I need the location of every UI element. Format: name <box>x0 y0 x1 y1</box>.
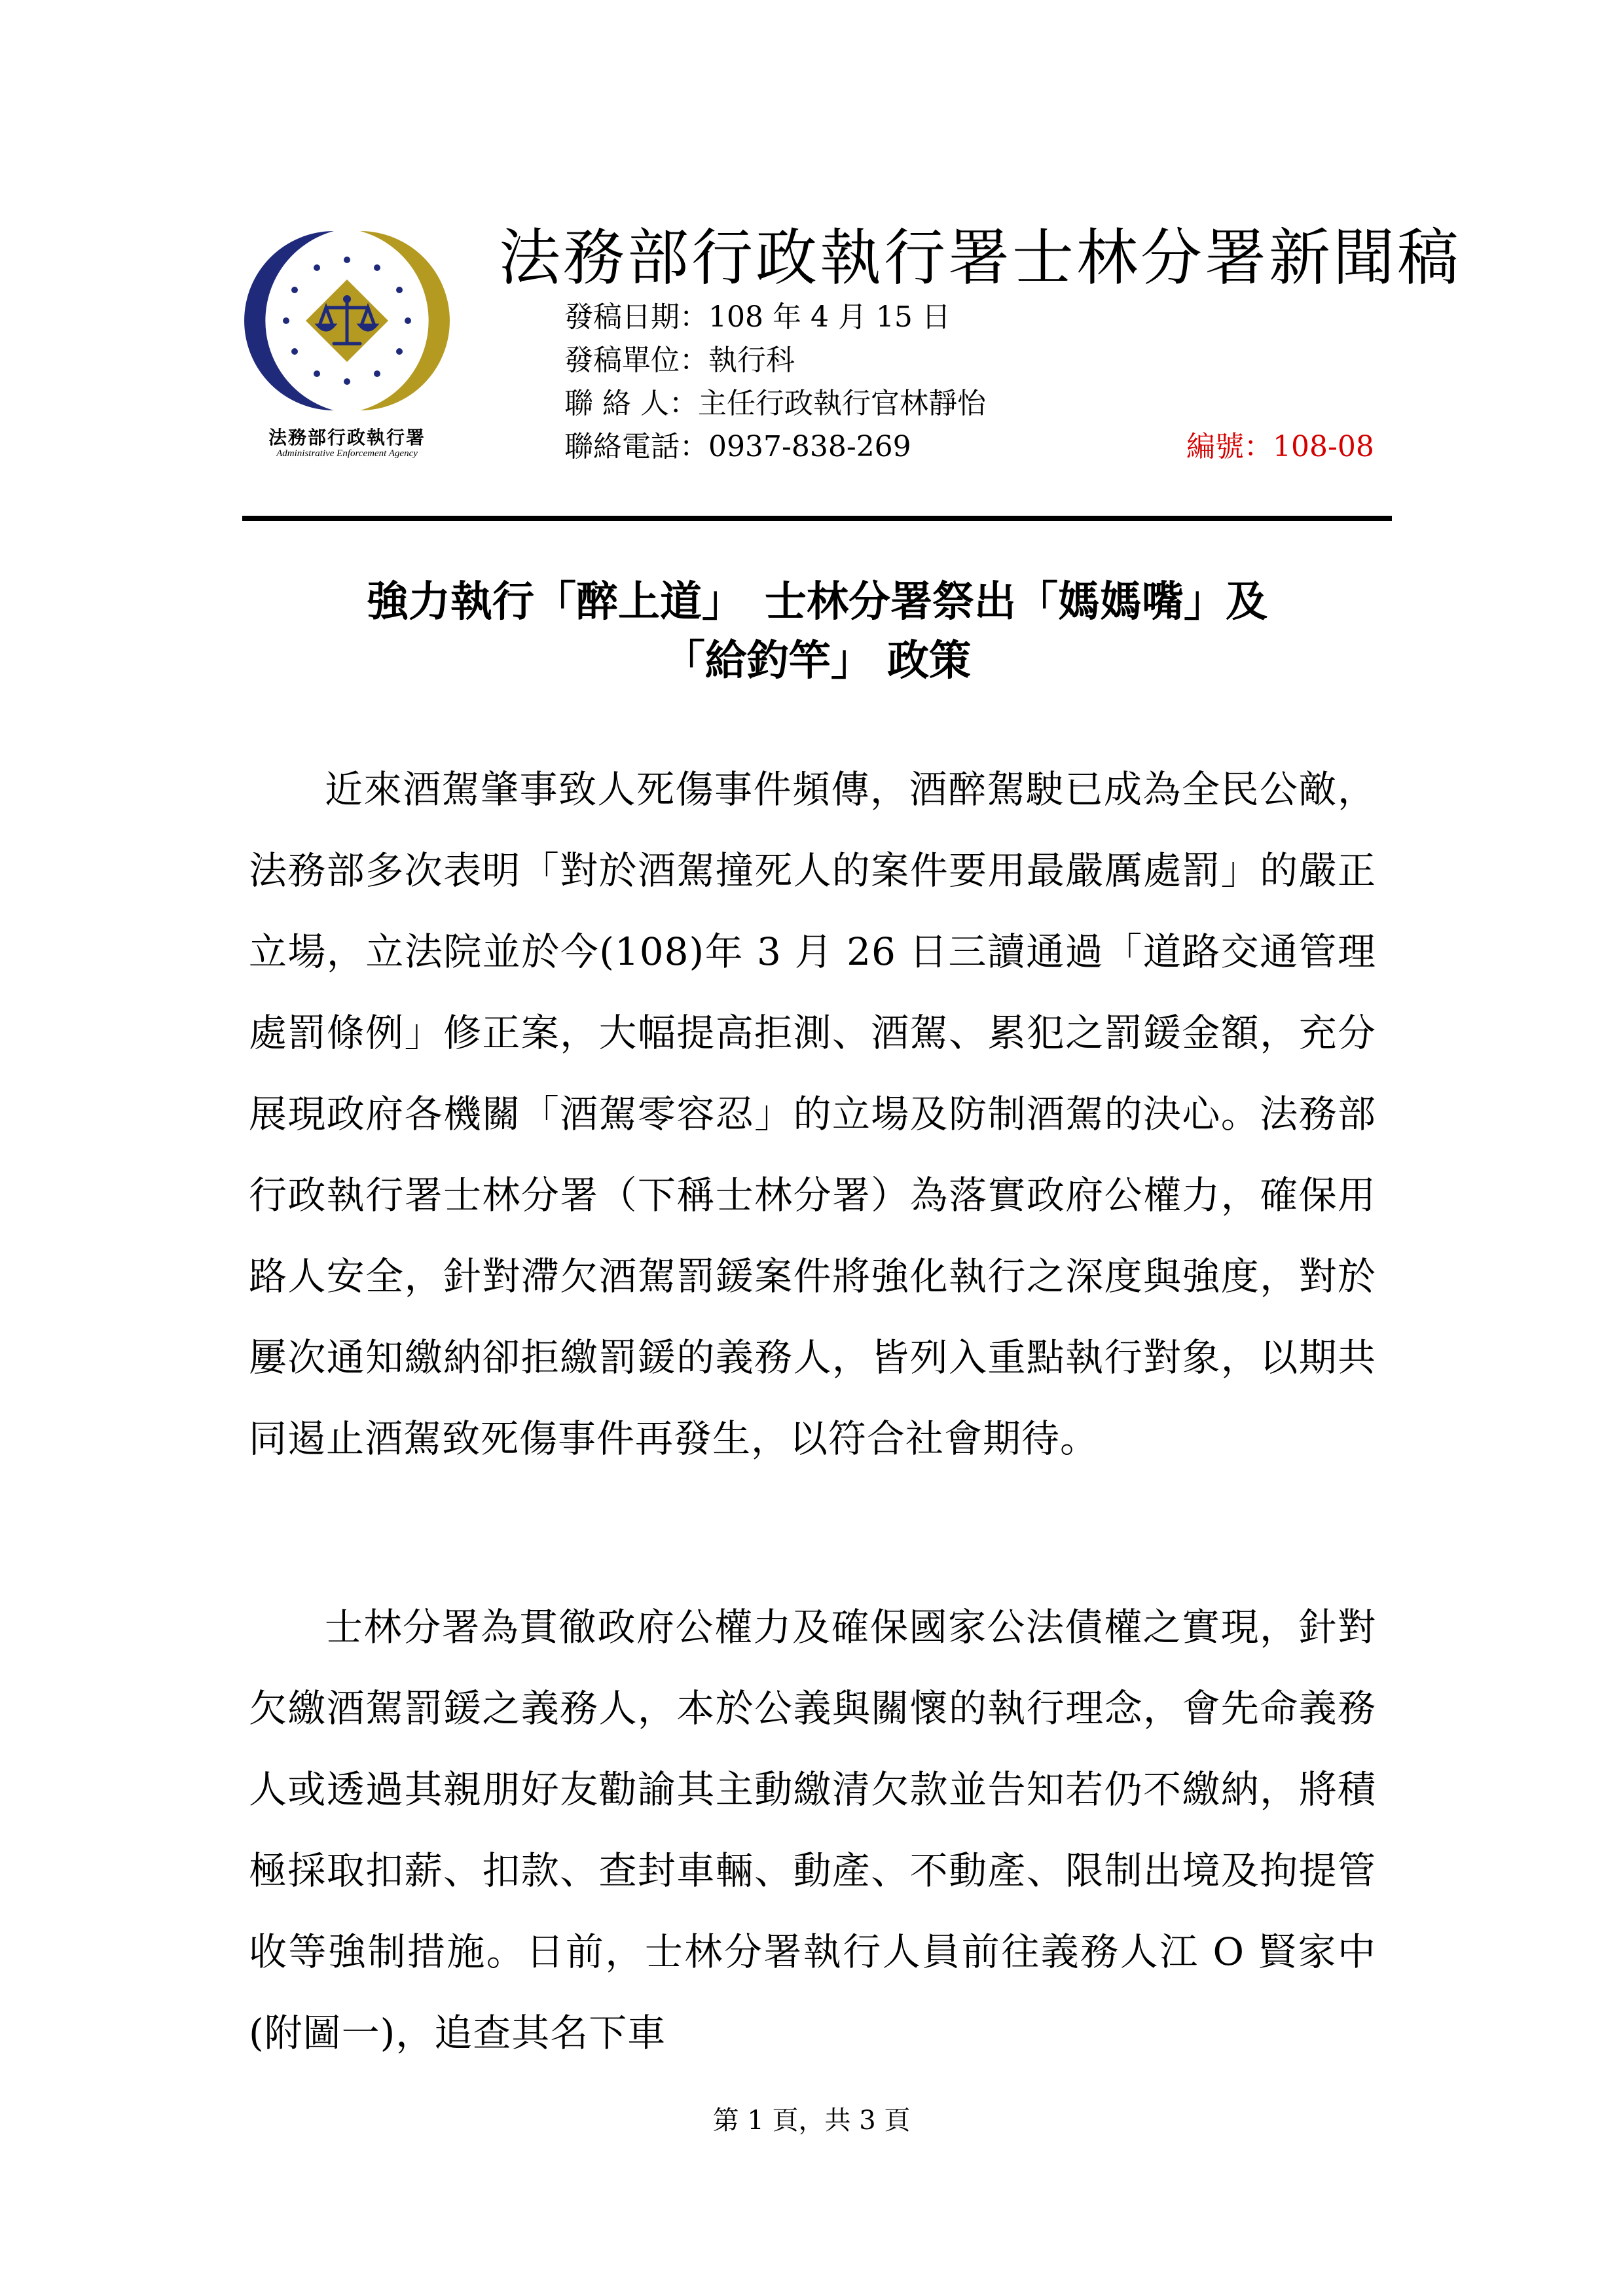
page-number: 第 1 頁，共 3 頁 <box>712 2106 911 2136</box>
body-paragraph-2: 士林分署為貫徹政府公權力及確保國家公法債權之實現，針對欠繳酒駕罰鍰之義務人，本於公義與關懷的執行理念，會先命義務人或透過其親朋好友勸諭其主動繳清欠款並告知若仍不繳納，將積極採取扣薪、扣款、查封車輛、動產、不動產、限制出境及拘提管收等強制措施。日前，士林分署執行人員前往義務人江 O 賢家中(附圖一)，追查其名下車 <box>249 1605 1376 2055</box>
press-release-title: 法務部行政執行署士林分署新聞稿 <box>499 223 1462 294</box>
contact-person: 聯 絡 人：主任行政執行官林靜怡 <box>564 387 986 420</box>
serial-number: 編號：108-08 <box>1186 430 1374 463</box>
agency-seal-icon <box>236 219 458 422</box>
contact-phone: 聯絡電話：0937-838-269 <box>564 430 911 463</box>
logo-caption-en: Administrative Enforcement Agency <box>276 448 418 459</box>
headline-line-2: 「給釣竿」 政策 <box>663 636 972 685</box>
release-date: 發稿日期：108 年 4 月 15 日 <box>564 300 951 334</box>
headline-line-1: 強力執行「醉上道」 士林分署祭出「媽媽嘴」及 <box>367 577 1267 626</box>
release-unit: 發稿單位：執行科 <box>564 344 795 377</box>
agency-logo <box>236 219 498 468</box>
logo-caption-cn: 法務部行政執行署 <box>268 427 426 448</box>
body-paragraph-1: 近來酒駕肇事致人死傷事件頻傳，酒醉駕駛已成為全民公敵，法務部多次表明「對於酒駕撞死人的案件要用最嚴厲處罰」的嚴正立場，立法院並於今(108)年 3 月 26 日三讀通過「道路交通管理處罰條例」修正案，大幅提高拒測、酒駕、累犯之罰鍰金額，充分展現政府各機關「酒駕零容忍」的立場及防制酒駕的決心。法務部行政執行署士林分署（下稱士林分署）為落實政府公權力，確保用路人安全，針對滯欠酒駕罰鍰案件將強化執行之深度與強度，對於屢次通知繳納卻拒繳罰鍰的義務人，皆列入重點執行對象，以期共同遏止酒駕致死傷事件再發生，以符合社會期待。 <box>249 767 1376 1461</box>
header-divider <box>242 516 1392 521</box>
